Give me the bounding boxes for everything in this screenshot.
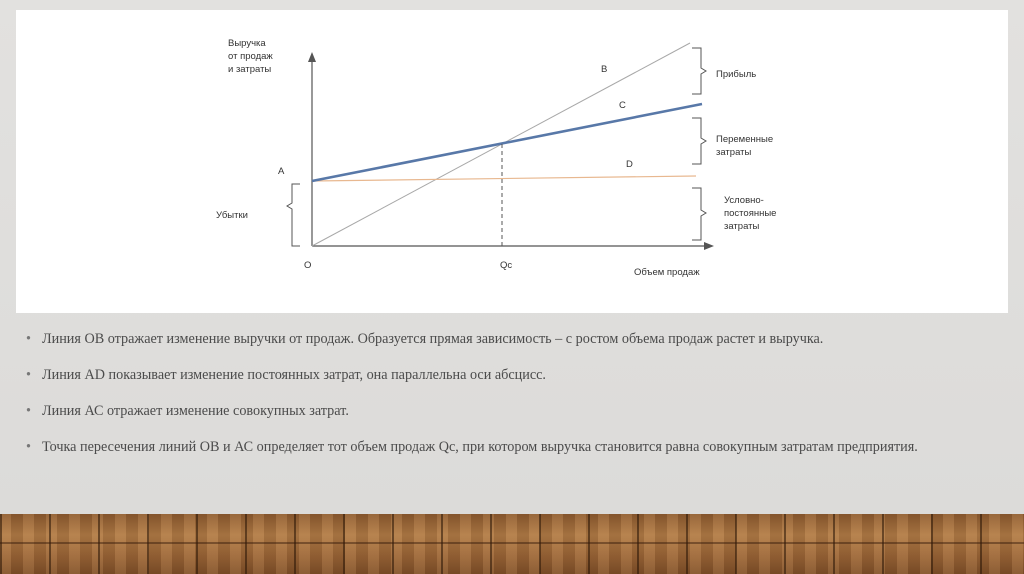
profit-label: Прибыль [716, 69, 757, 80]
bullet-item: • Точка пересечения линий ОВ и АС определяет тот объем продаж Qc, при котором выручка становится равна совокупным затратам предприятия. [26, 436, 966, 458]
fixed-cost-line-ad [312, 176, 696, 181]
point-c-label: C [619, 100, 626, 111]
bullet-item: • Линия АС отражает изменение совокупных затрат. [26, 400, 966, 422]
y-axis-label-line2: от продаж [228, 51, 273, 62]
variable-costs-label-line2: затраты [716, 147, 752, 158]
y-axis-label-line3: и затраты [228, 64, 272, 75]
losses-label: Убытки [216, 210, 248, 221]
fixed-costs-label-line2: постоянные [724, 208, 777, 219]
fixed-costs-label-line1: Условно- [724, 195, 764, 206]
break-even-chart [16, 10, 1008, 313]
fixed-costs-label-line3: затраты [724, 221, 760, 232]
point-a-label: A [278, 166, 285, 177]
y-axis-arrow [308, 52, 316, 62]
floor-seam [0, 542, 1024, 544]
wood-floor-decoration [0, 514, 1024, 574]
bullet-item: • Линия AD показывает изменение постоянных затрат, она параллельна оси абсцисс. [26, 364, 966, 386]
point-d-label: D [626, 159, 633, 170]
x-axis-label: Объем продаж [634, 267, 700, 278]
fixed-costs-bracket [692, 188, 706, 240]
qc-label: Qc [500, 260, 513, 271]
chart-svg [16, 10, 1008, 313]
point-b-label: B [601, 64, 608, 75]
profit-bracket [692, 48, 706, 94]
total-cost-line-ac [312, 104, 702, 181]
bullet-list [26, 328, 966, 472]
x-axis-arrow [704, 242, 714, 250]
origin-label: O [304, 260, 312, 271]
losses-bracket [287, 184, 300, 246]
variable-costs-label-line1: Переменные [716, 134, 774, 145]
y-axis-label-line1: Выручка [228, 38, 266, 49]
variable-costs-bracket [692, 118, 706, 164]
bullet-item: • Линия ОВ отражает изменение выручки от продаж. Образуется прямая зависимость – с ростом объема продаж растет и выручка. [26, 328, 966, 350]
